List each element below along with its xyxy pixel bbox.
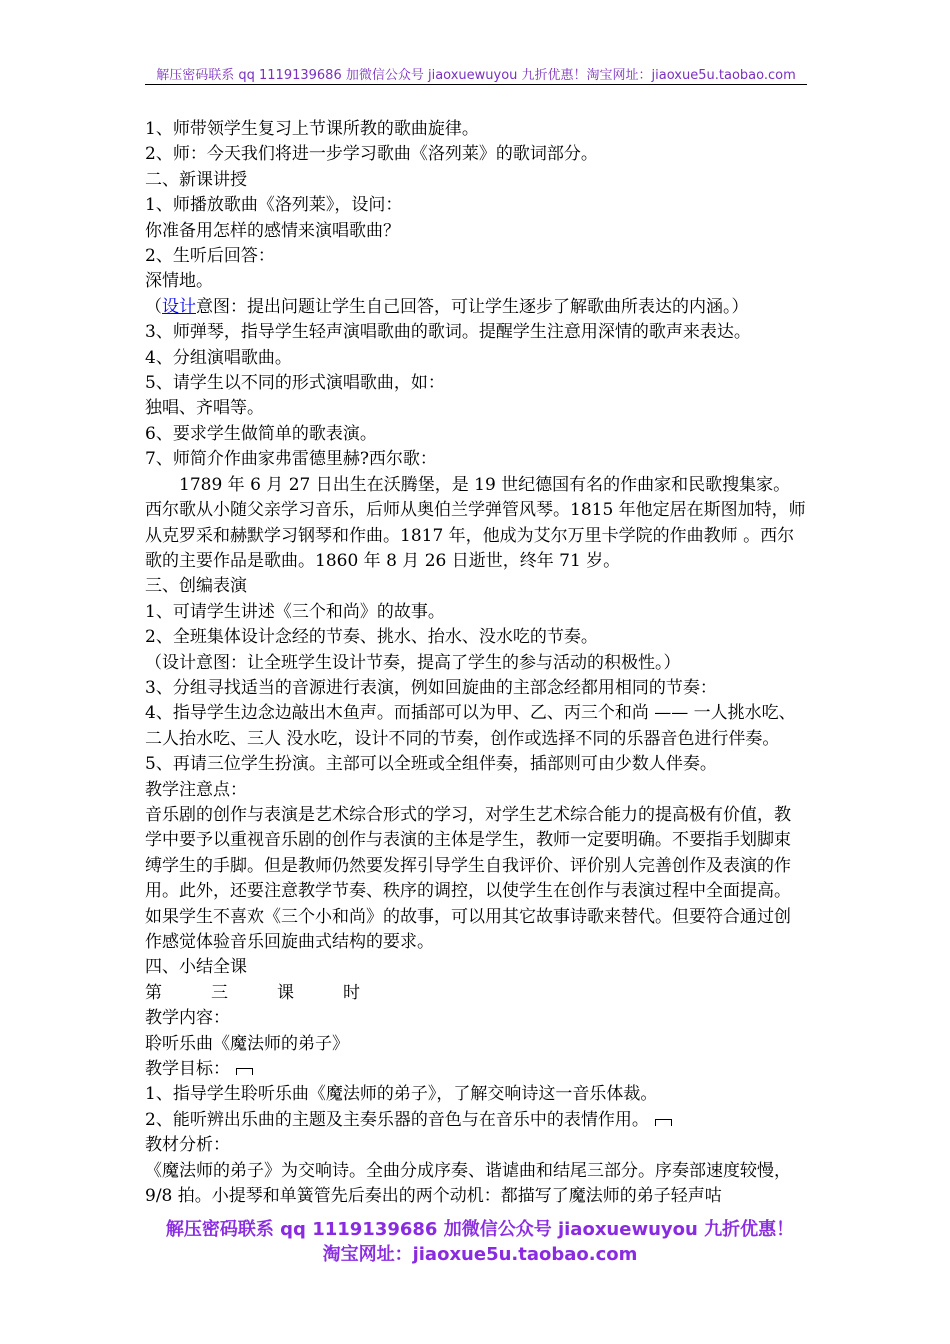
paragraph-with-mark: [145, 1108, 807, 1133]
paragraph: 1、可请学生讲述《三个和尚》的故事。: [145, 601, 445, 622]
design-intent-note: [145, 295, 807, 320]
note-open-paren: （: [145, 296, 162, 317]
teaching-notes: 音乐剧的创作与表演是艺术综合形式的学习，对学生艺术综合能力的提高极有价值，教学中要予以重视音乐剧的创作与表演的主体是学生，教师一定要明确。不要指手划脚束缚学生的手脚。但是教师仍然要发挥引导学生自我评价、评价别人完善创作及表演的作用。此外，还要注意教学节奏、秩序的调控，以使学生在创作与表演过程中全面提高。如果学生不喜欢《三个小和尚》的故事，可以用其它故事诗歌来替代。但要符合通过创作感觉体验音乐回旋曲式结构的要求。: [145, 804, 791, 952]
goals-label: 教学目标：: [145, 1059, 230, 1080]
footer-line: 解压密码联系 qq 1119139686 加微信公众号 jiaoxuewuyou 九折优惠！: [165, 1219, 795, 1240]
design-intent-note: （设计意图：让全班学生设计节奏，提高了学生的参与活动的积极性。）: [145, 652, 681, 673]
lesson-title-char: 第: [145, 982, 162, 1003]
paragraph: 4、指导学生边念边敲出木鱼声。而插部可以为甲、乙、丙三个和尚 —— 一人挑水吃、二人抬水吃、三人 没水吃，设计不同的节奏，创作或选择不同的乐器音色进行伴奏。: [145, 703, 796, 749]
header-divider: [145, 84, 807, 85]
subheading: 教学内容：: [145, 1008, 230, 1029]
paragraph: 3、分组寻找适当的音源进行表演，例如回旋曲的主部念经都用相同的节奏：: [145, 677, 717, 698]
section-heading: 四、小结全课: [145, 957, 247, 978]
paragraph: 5、再请三位学生扮演。主部可以全班或全组伴奏，插部则可由少数人伴奏。: [145, 754, 717, 775]
section-heading: 三、创编表演: [145, 576, 247, 597]
composer-bio: 1789 年 6 月 27 日出生在沃腾堡，是 19 世纪德国有名的作曲家和民歌搜集家。西尔歌从小随父亲学习音乐，后师从奥伯兰学弹管风琴。1815 年他定居在斯图加特，师从克罗采和赫默学习钢琴和作曲。1817 年，他成为艾尔万里卡学院的作曲教师 。西尔歌的主要作品是歌曲。1860 年 8 月 26 日逝世，终年 71 岁。: [145, 474, 806, 571]
paragraph: 7、师简介作曲家弗雷德里赫?西尔歌：: [145, 449, 437, 470]
document-body: [145, 117, 807, 1209]
paragraph: 2、全班集体设计念经的节奏、挑水、抬水、没水吃的节奏。: [145, 627, 598, 648]
paragraph: 4、分组演唱歌曲。: [145, 347, 292, 368]
note-text: 意图：提出问题让学生自己回答，可让学生逐步了解歌曲所表达的内涵。）: [196, 296, 749, 317]
goal-text: 2、能听辨出乐曲的主题及主奏乐器的音色与在音乐中的表情作用。: [145, 1109, 649, 1130]
paragraph: 6、要求学生做简单的歌表演。: [145, 423, 377, 444]
paragraph: 聆听乐曲《魔法师的弟子》: [145, 1033, 349, 1054]
lesson-title-char: 三: [211, 982, 228, 1003]
subheading: 教学注意点：: [145, 779, 247, 800]
paragraph: 1、师播放歌曲《洛列莱》，设问：: [145, 195, 403, 216]
paragraph: 1、师带领学生复习上节课所教的歌曲旋律。: [145, 119, 479, 139]
paragraph: 你准备用怎样的感情来演唱歌曲？: [145, 220, 400, 241]
page-header: 解压密码联系 qq 1119139686 加微信公众号 jiaoxuewuyou 九折优惠！淘宝网址：jiaoxue5u.taobao.com: [156, 68, 796, 83]
section-heading: 二、新课讲授: [145, 169, 247, 190]
lesson-title-char: 课: [277, 982, 294, 1003]
paragraph: 2、师：今天我们将进一步学习歌曲《洛列莱》的歌词部分。: [145, 144, 598, 165]
design-link[interactable]: 设计: [162, 296, 196, 317]
lesson-title: [145, 981, 807, 1006]
material-analysis: 《魔法师的弟子》为交响诗。全曲分成序奏、谐谑曲和结尾三部分。序奏部速度较慢，9/8 拍。小提琴和单簧管先后奏出的两个动机：都描写了魔法师的弟子轻声咕: [145, 1160, 791, 1207]
paragraph: 深情地。: [145, 271, 213, 292]
paragraph: 5、请学生以不同的形式演唱歌曲，如：: [145, 373, 445, 394]
subheading-goals: [145, 1057, 807, 1082]
bracket-mark-icon: [655, 1119, 672, 1126]
paragraph: 独唱、齐唱等。: [145, 398, 264, 419]
subheading: 教材分析：: [145, 1135, 230, 1156]
paragraph: 3、师弹琴，指导学生轻声演唱歌曲的歌词。提醒学生注意用深情的歌声来表达。: [145, 322, 751, 343]
bracket-mark-icon: [236, 1068, 253, 1075]
lesson-title-char: 时: [343, 982, 360, 1003]
page-footer: [100, 1217, 860, 1267]
paragraph: 1、指导学生聆听乐曲《魔法师的弟子》，了解交响诗这一音乐体裁。: [145, 1084, 658, 1105]
paragraph: 2、生听后回答：: [145, 246, 275, 267]
footer-line: 淘宝网址：jiaoxue5u.taobao.com: [322, 1244, 638, 1265]
